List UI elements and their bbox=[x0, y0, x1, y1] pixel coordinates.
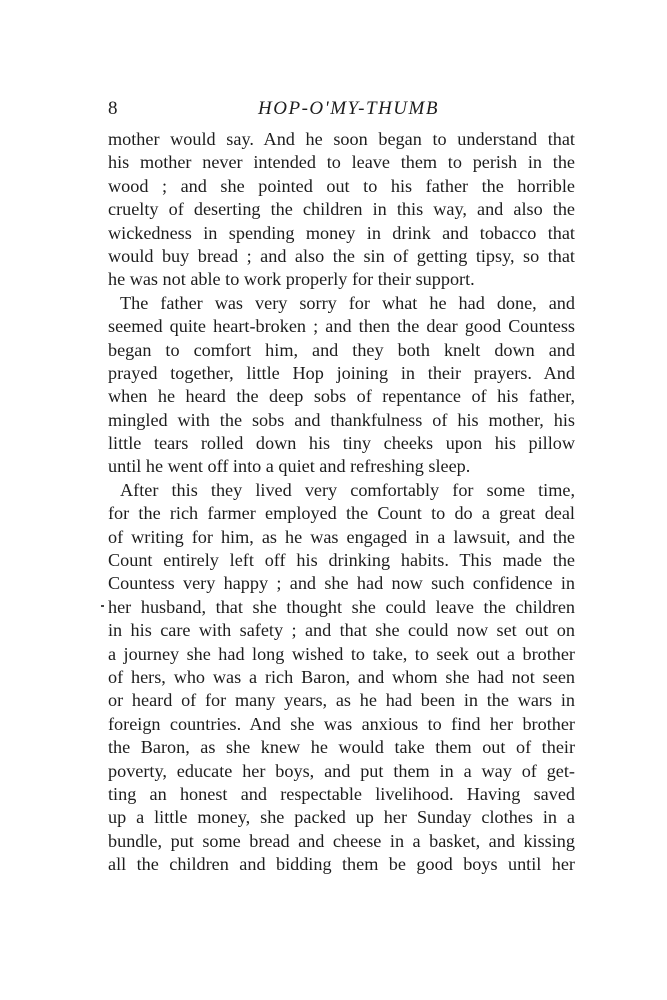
text-line: the Baron, as she knew he would take them out of their bbox=[108, 737, 575, 758]
body-text bbox=[108, 128, 575, 877]
text-line: all the children and bidding them be good boys until her bbox=[108, 854, 575, 875]
text-line: poverty, educate her boys, and put them in a way of get- bbox=[108, 760, 575, 781]
text-line: or heard of for many years, as he had been in the wars in bbox=[108, 690, 575, 711]
text-line: prayed together, little Hop joining in their prayers. And bbox=[108, 362, 575, 383]
text-line: he was not able to work properly for their support. bbox=[108, 269, 475, 290]
text-line: Count entirely left off his drinking habits. This made the bbox=[108, 550, 575, 571]
paragraph bbox=[108, 128, 575, 292]
text-line: would buy bread ; and also the sin of getting tipsy, so that bbox=[108, 245, 575, 266]
text-line: until he went off into a quiet and refreshing sleep. bbox=[108, 456, 471, 477]
text-line: bundle, put some bread and cheese in a basket, and kissing bbox=[108, 830, 575, 851]
text-line: After this they lived very comfortably for some time, bbox=[120, 479, 575, 500]
page-number: 8 bbox=[108, 98, 118, 119]
text-line: mingled with the sobs and thankfulness of his mother, his bbox=[108, 409, 575, 430]
margin-mark bbox=[101, 605, 104, 607]
text-line: mother would say. And he soon began to understand that bbox=[108, 129, 575, 149]
running-title: HOP-O'MY-THUMB bbox=[258, 98, 439, 119]
text-line: her husband, that she thought she could leave the children bbox=[108, 596, 575, 617]
text-line: began to comfort him, and they both knelt down and bbox=[108, 339, 575, 360]
text-line: a journey she had long wished to take, to seek out a brother bbox=[108, 643, 575, 664]
text-line: little tears rolled down his tiny cheeks upon his pillow bbox=[108, 433, 575, 454]
text-line: wickedness in spending money in drink and tobacco that bbox=[108, 222, 575, 243]
text-line: Countess very happy ; and she had now such confidence in bbox=[108, 573, 575, 594]
text-line: up a little money, she packed up her Sunday clothes in a bbox=[108, 807, 575, 828]
text-line: his mother never intended to leave them to perish in the bbox=[108, 152, 575, 173]
text-line: cruelty of deserting the children in this way, and also the bbox=[108, 199, 575, 220]
text-line: foreign countries. And she was anxious to find her brother bbox=[108, 713, 575, 734]
text-line: seemed quite heart-broken ; and then the dear good Countess bbox=[108, 316, 575, 337]
text-line: of writing for him, as he was engaged in a lawsuit, and the bbox=[108, 526, 575, 547]
running-head bbox=[108, 96, 575, 122]
text-line: wood ; and she pointed out to his father the horrible bbox=[108, 175, 575, 196]
text-line: when he heard the deep sobs of repentance of his father, bbox=[108, 386, 575, 407]
text-line: in his care with safety ; and that she could now set out on bbox=[108, 620, 575, 641]
text-line: of hers, who was a rich Baron, and whom she had not seen bbox=[108, 666, 575, 687]
text-line: ting an honest and respectable livelihood. Having saved bbox=[108, 783, 575, 804]
text-line: The father was very sorry for what he had done, and bbox=[120, 292, 575, 313]
paragraph bbox=[108, 479, 575, 877]
text-line: for the rich farmer employed the Count to do a great deal bbox=[108, 503, 575, 524]
paragraph bbox=[108, 292, 575, 479]
